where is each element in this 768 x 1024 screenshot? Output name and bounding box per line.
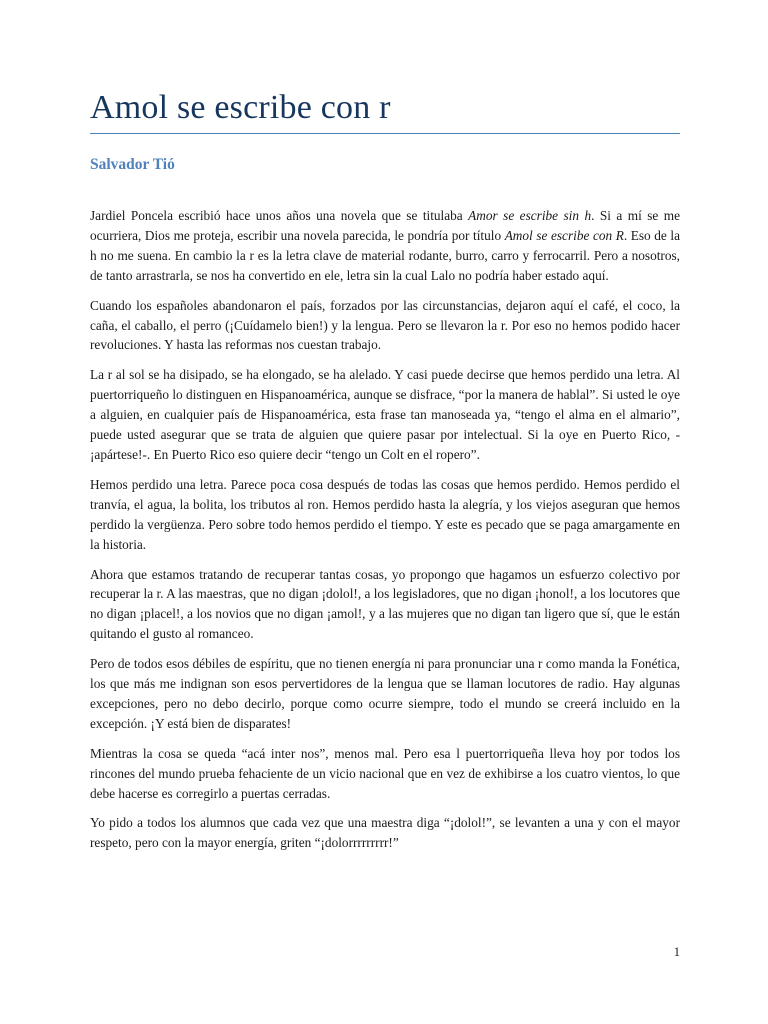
novel-title-parody: Amol se escribe con R — [504, 227, 624, 243]
paragraph-1 — [90, 206, 680, 286]
paragraph-8: Yo pido a todos los alumnos que cada vez que una maestra diga “¡dolol!”, se levanten a una y con el mayor respeto, pero con la mayor energía, griten “¡dolorrrrrrrrr!” — [90, 815, 680, 851]
paragraph-1-text: . Eso de la h no me suena. En cambio la r es la letra clave de material rodante, burro, carro y ferrocarril. Pero a nosotros, de tanto arrastrarla, se nos ha convertido en ele, letra sin la cual Lalo no podría haber estado aquí. — [90, 227, 680, 283]
title-underline — [90, 133, 680, 134]
page-number: 1 — [673, 945, 680, 959]
paragraph-2: Cuando los españoles abandonaron el país, forzados por las circunstancias, dejaron aquí el café, el coco, la caña, el caballo, el perro (¡Cuídamelo bien!) y la lengua. Pero se llevaron la r. Por eso no hemos podido hacer revoluciones. Y hasta las reformas nos cuestan trabajo. — [90, 297, 680, 353]
paragraph-1-text: Jardiel Poncela escribió hace unos años una novela que se titulaba — [90, 208, 469, 223]
paragraph-3: La r al sol se ha disipado, se ha elongado, se ha alelado. Y casi puede decirse que hemos perdido una letra. Al puertorriqueño lo distinguen en Hispanoamérica, aunque se disfrace, “por la manera de hablal”. Si usted le oye a alguien, en cualquier país de Hispanoamérica, esta frase tan manoseada ya, “tengo el alma en el almario”, puede usted asegurar que se trata de alguien que quiere pasar por intelectual. Si la oye en Puerto Rico, -¡apártese!-. En Puerto Rico eso quiere decir “tengo un Colt en el ropero”. — [90, 367, 680, 462]
novel-title-original: Amor se escribe sin h — [468, 208, 592, 223]
document-title: Amol se escribe con r — [90, 89, 391, 126]
paragraph-4: Hemos perdido una letra. Parece poca cosa después de todas las cosas que hemos perdido. Hemos perdido el tranvía, el agua, la bolita, los tributos al ron. Hemos perdido hasta la alegría, y los viejos aseguran que hemos perdido la vergüenza. Pero sobre todo hemos perdido el tiempo. Y este es pecado que se paga amargamente en la historia. — [90, 476, 680, 552]
article-body — [90, 206, 680, 863]
author-name: Salvador Tió — [90, 156, 175, 173]
paragraph-6: Pero de todos esos débiles de espíritu, que no tienen energía ni para pronunciar una r como manda la Fonética, los que más me indignan son esos pervertidores de la lengua que se llaman locutores de radio. Hay algunas excepciones, pero no debo decirlo, porque como ocurre siempre, todo el mundo se creerá incluido en la excepción. ¡Y está bien de disparates! — [90, 656, 680, 731]
paragraph-5: Ahora que estamos tratando de recuperar tantas cosas, yo propongo que hagamos un esfuerzo colectivo por recuperar la r. A las maestras, que no digan ¡dolol!, a los legisladores, que no digan ¡honol!, a los locutores que no digan ¡placel!, a los novios que no digan ¡amol!, y a las mujeres que no digan tan ligero que sí, que le están quitando el gusto al romanceo. — [90, 566, 680, 642]
paragraph-1-text: . Si a mí se me ocurriera, Dios me proteja, escribir una novela parecida, le pondría por título — [90, 208, 681, 243]
paragraph-7: Mientras la cosa se queda “acá inter nos”, menos mal. Pero esa l puertorriqueña lleva hoy por todos los rincones del mundo prueba fehaciente de un vicio nacional que en vez de exhibirse a los cuatro vientos, lo que debe hacerse es corregirlo a puertas cerradas. — [90, 745, 680, 801]
